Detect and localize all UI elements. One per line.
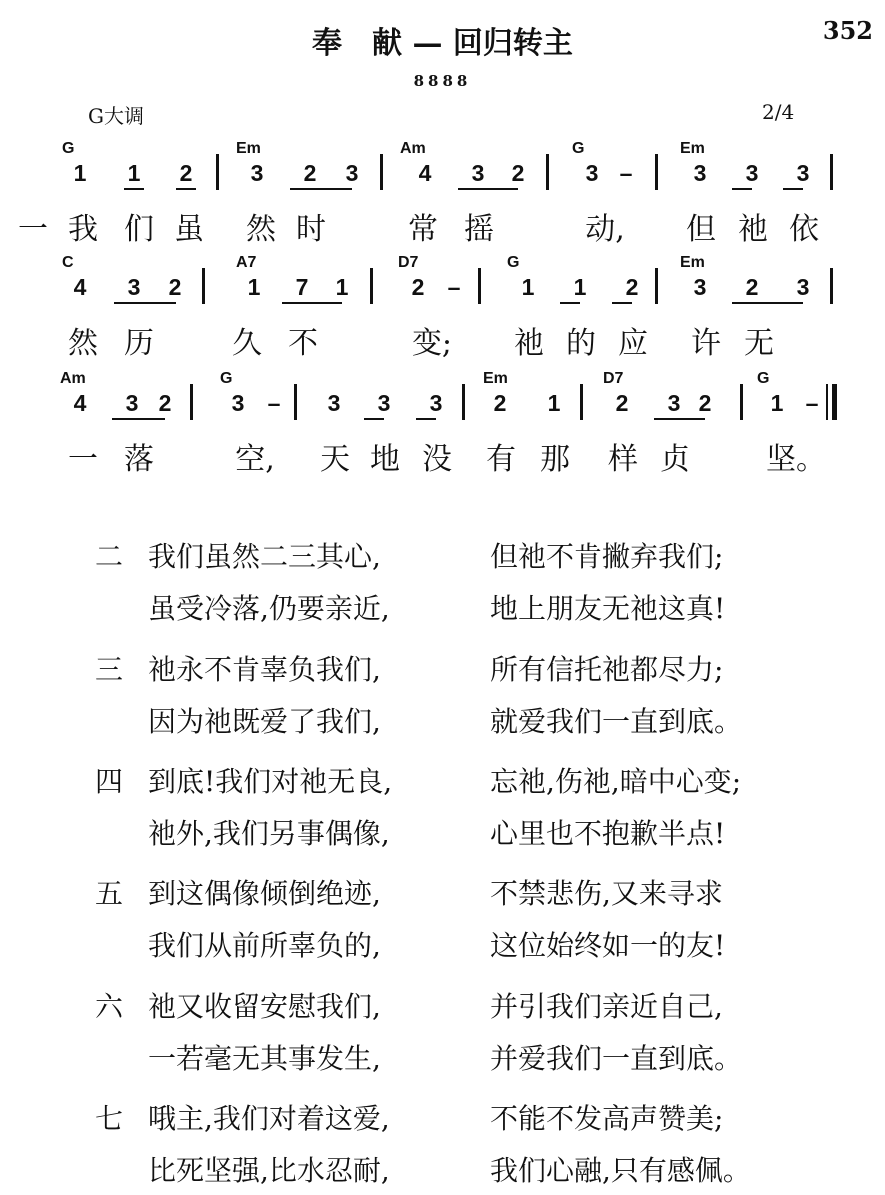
barline [580, 384, 583, 420]
verse-line-left: 我们虽然二三其心, [148, 540, 381, 573]
note: 3 [250, 160, 264, 186]
verse-line-left: 祂永不肯辜负我们, [148, 653, 381, 686]
verse-line-left: 一若毫无其事发生, [148, 1042, 381, 1075]
beam-underline [783, 188, 803, 190]
note: 3 [127, 274, 141, 300]
lyric-syllable: 贞 [660, 442, 690, 477]
note: 3 [125, 390, 139, 416]
verse-line-left: 虽受冷落,仍要亲近, [148, 592, 390, 625]
verse-line-right: 所有信托祂都尽力; [490, 653, 724, 686]
beam-underline [416, 418, 436, 420]
barline [380, 154, 383, 190]
note: 2 [625, 274, 639, 300]
barline [546, 154, 549, 190]
note: – [619, 160, 633, 186]
note: 3 [585, 160, 599, 186]
note: 4 [73, 390, 87, 416]
chord-symbol: G [62, 140, 75, 157]
beam-underline [732, 302, 803, 304]
note: 3 [796, 274, 810, 300]
barline [830, 154, 833, 190]
beam-underline [654, 418, 705, 420]
note: 1 [573, 274, 587, 300]
lyric-syllable: 应 [618, 326, 648, 361]
barline [462, 384, 465, 420]
note: 2 [511, 160, 525, 186]
lyric-syllable: 依 [789, 212, 819, 247]
lyric-syllable: 祂 [738, 212, 768, 247]
barline [202, 268, 205, 304]
note: 2 [745, 274, 759, 300]
beam-underline [364, 418, 384, 420]
note: 7 [295, 274, 309, 300]
chord-symbol: Em [680, 140, 705, 157]
beam-underline [124, 188, 144, 190]
beam-underline [612, 302, 632, 304]
beam-underline [176, 188, 196, 190]
final-barline [826, 384, 828, 420]
note: – [267, 390, 281, 416]
beam-underline [290, 188, 352, 190]
note: 1 [521, 274, 535, 300]
beam-underline [114, 302, 176, 304]
lyric-syllable: 时 [296, 212, 326, 247]
barline [830, 268, 833, 304]
verse-number: 五 [95, 877, 124, 910]
note: 2 [615, 390, 629, 416]
hymn-title: 奉 献 — 回归转主 [312, 26, 573, 61]
beam-underline [732, 188, 752, 190]
lyric-syllable: 一 [68, 442, 98, 477]
chord-symbol: A7 [236, 254, 257, 271]
note: 3 [693, 160, 707, 186]
note: 3 [231, 390, 245, 416]
note: 3 [796, 160, 810, 186]
lyric-syllable: 样 [608, 442, 638, 477]
verse-line-right: 就爱我们一直到底。 [490, 705, 743, 738]
lyric-syllable: 有 [486, 442, 516, 477]
verse-line-right: 心里也不抱歉半点! [490, 817, 726, 850]
note: 3 [471, 160, 485, 186]
chord-symbol: D7 [398, 254, 419, 271]
verse-line-left: 祂又收留安慰我们, [148, 990, 381, 1023]
verse-number: 三 [95, 653, 124, 686]
lyric-syllable: 地 [370, 442, 400, 477]
lyric-syllable: 们 [124, 212, 154, 247]
note: 3 [693, 274, 707, 300]
note: 3 [345, 160, 359, 186]
lyric-syllable: 没 [422, 442, 452, 477]
final-barline-thick [832, 384, 837, 420]
note: 3 [745, 160, 759, 186]
note: 3 [667, 390, 681, 416]
chord-symbol: G [507, 254, 520, 271]
note: 3 [429, 390, 443, 416]
barline [655, 154, 658, 190]
chord-symbol: Em [680, 254, 705, 271]
verse-number: 四 [95, 765, 124, 798]
verse-line-left: 到底!我们对祂无良, [148, 765, 393, 798]
chord-symbol: D7 [603, 370, 624, 387]
verse-line-right: 并引我们亲近自己, [490, 990, 723, 1023]
verse-line-right: 不禁悲伤,又来寻求 [490, 877, 723, 910]
barline [294, 384, 297, 420]
beam-underline [282, 302, 342, 304]
barline [216, 154, 219, 190]
verse-line-left: 祂外,我们另事偶像, [148, 817, 390, 850]
verse-line-left: 我们从前所辜负的, [148, 929, 381, 962]
lyric-syllable: 祂 [514, 326, 544, 361]
beam-underline [112, 418, 165, 420]
verse-line-right: 但祂不肯撇弃我们; [490, 540, 724, 573]
chord-symbol: Em [483, 370, 508, 387]
key-signature: G大调 [88, 104, 144, 128]
note: 1 [547, 390, 561, 416]
lyric-syllable: 然 [246, 212, 276, 247]
lyric-syllable: 动, [585, 212, 625, 247]
barline [478, 268, 481, 304]
note: 2 [158, 390, 172, 416]
meter-label: 8888 [413, 72, 472, 90]
beam-underline [458, 188, 518, 190]
note: – [447, 274, 461, 300]
lyric-syllable: 变; [411, 326, 453, 361]
lyric-syllable: 无 [744, 326, 774, 361]
verse-line-left: 比死坚强,比水忍耐, [148, 1154, 390, 1187]
note: 2 [411, 274, 425, 300]
note: 4 [418, 160, 432, 186]
barline [655, 268, 658, 304]
lyric-syllable: 空, [235, 442, 275, 477]
note: 1 [335, 274, 349, 300]
verse-line-left: 因为祂既爱了我们, [148, 705, 381, 738]
time-signature: 2/4 [762, 100, 795, 124]
note: 2 [698, 390, 712, 416]
lyric-syllable: 我 [68, 212, 98, 247]
note: 1 [127, 160, 141, 186]
verse-number: 七 [95, 1102, 124, 1135]
lyric-syllable: 但 [686, 212, 716, 247]
verse-line-right: 并爱我们一直到底。 [490, 1042, 743, 1075]
chord-symbol: G [757, 370, 770, 387]
chord-symbol: G [572, 140, 585, 157]
chord-symbol: G [220, 370, 233, 387]
lyric-syllable: 落 [124, 442, 154, 477]
barline [370, 268, 373, 304]
verse-line-right: 不能不发高声赞美; [490, 1102, 724, 1135]
note: 1 [247, 274, 261, 300]
chord-symbol: C [62, 254, 74, 271]
lyric-syllable: 许 [691, 326, 721, 361]
lyric-syllable: 坚。 [766, 442, 826, 477]
lyric-syllable: 虽 [174, 212, 204, 247]
chord-symbol: Am [400, 140, 426, 157]
note: – [805, 390, 819, 416]
note: 3 [327, 390, 341, 416]
beam-underline [560, 302, 580, 304]
hymn-number: 352 [822, 16, 873, 45]
lyric-syllable: 历 [124, 326, 154, 361]
lyric-syllable: 一 [18, 212, 48, 247]
verse-line-right: 地上朋友无祂这真! [490, 592, 726, 625]
lyric-syllable: 然 [68, 326, 98, 361]
note: 1 [770, 390, 784, 416]
chord-symbol: Em [236, 140, 261, 157]
verse-line-right: 我们心融,只有感佩。 [490, 1154, 751, 1187]
note: 2 [303, 160, 317, 186]
lyric-syllable: 久 [232, 326, 262, 361]
note: 3 [377, 390, 391, 416]
verse-line-right: 这位始终如一的友! [490, 929, 726, 962]
lyric-syllable: 常 [408, 212, 438, 247]
note: 4 [73, 274, 87, 300]
chord-symbol: Am [60, 370, 86, 387]
lyric-syllable: 不 [288, 326, 318, 361]
note: 2 [179, 160, 193, 186]
barline [190, 384, 193, 420]
verse-number: 六 [95, 990, 124, 1023]
lyric-syllable: 天 [320, 442, 350, 477]
lyric-syllable: 的 [566, 326, 596, 361]
note: 1 [73, 160, 87, 186]
lyric-syllable: 摇 [464, 212, 494, 247]
lyric-syllable: 那 [540, 442, 570, 477]
verse-line-right: 忘祂,伤祂,暗中心变; [490, 765, 742, 798]
note: 2 [493, 390, 507, 416]
verse-line-left: 哦主,我们对着这爱, [148, 1102, 390, 1135]
note: 2 [168, 274, 182, 300]
verse-line-left: 到这偶像倾倒绝迹, [148, 877, 381, 910]
barline [740, 384, 743, 420]
verse-number: 二 [95, 540, 124, 573]
